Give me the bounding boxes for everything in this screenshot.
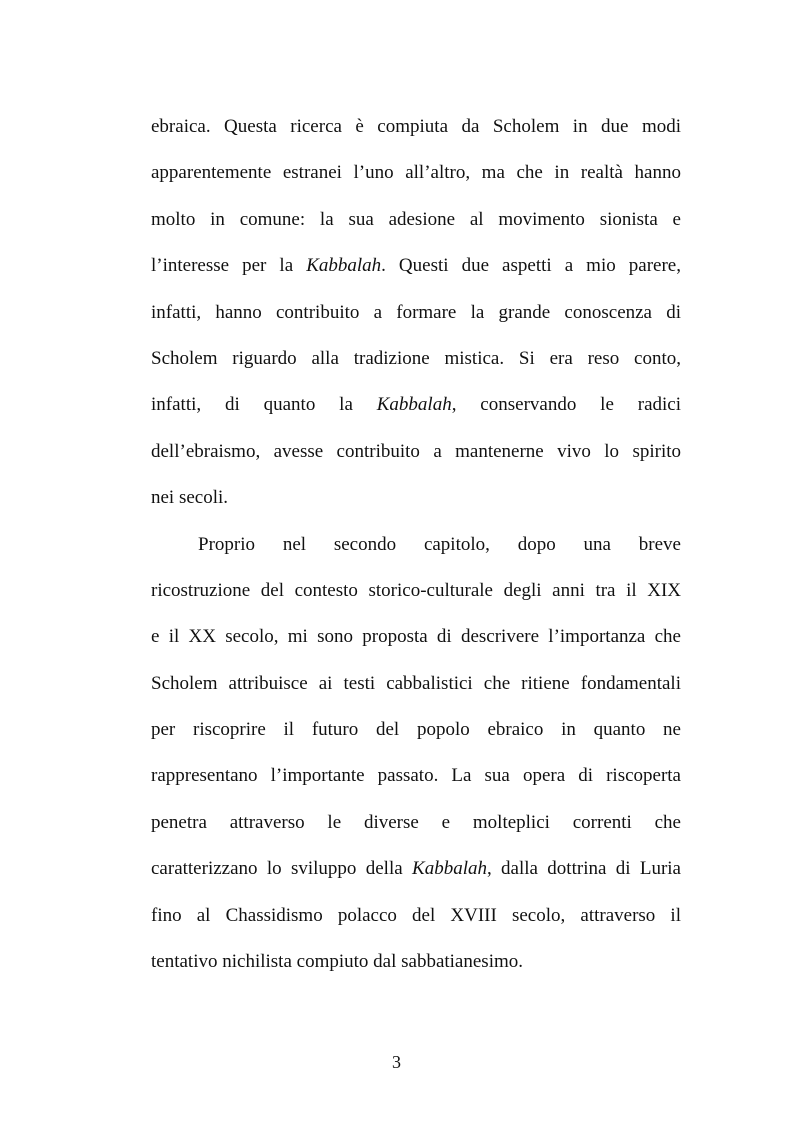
text-line	[151, 614, 681, 660]
text-line	[151, 150, 681, 196]
text-line	[151, 290, 681, 336]
text-line	[151, 197, 681, 243]
text-run: Scholem riguardo alla tradizione mistica. Si era reso conto,	[151, 347, 681, 369]
text-run: , dalla dottrina di Luria	[486, 858, 681, 880]
italic-term: Kabbalah	[412, 858, 487, 880]
text-line	[151, 429, 681, 475]
text-run: tentativo nichilista compiuto dal sabbatianesimo.	[151, 951, 524, 973]
text-line	[151, 522, 681, 568]
italic-term: Kabbalah	[306, 255, 382, 277]
text-run: . Questi due aspetti a mio parere,	[381, 255, 681, 277]
text-line	[151, 336, 681, 382]
text-line	[151, 800, 681, 846]
text-run: , conservando le radici	[451, 394, 682, 416]
text-run: caratterizzano lo sviluppo della	[151, 858, 413, 880]
page-number: 3	[392, 1052, 401, 1072]
text-run: infatti, hanno contribuito a formare la grande conoscenza di	[151, 301, 681, 323]
text-run: Scholem attribuisce ai testi cabbalistici che ritiene fondamentali	[151, 672, 681, 694]
text-run: ricostruzione del contesto storico-culturale degli anni tra il XIX	[151, 579, 681, 601]
paragraph	[151, 522, 681, 986]
text-run: l’interesse per la	[151, 255, 307, 277]
text-run: infatti, di quanto la	[151, 394, 377, 416]
text-line	[151, 243, 681, 289]
text-run: nei secoli.	[151, 487, 229, 509]
text-line	[151, 568, 681, 614]
text-run: dell’ebraismo, avesse contribuito a mantenerne vivo lo spirito	[151, 440, 681, 462]
text-line	[151, 707, 681, 753]
text-run: rappresentano l’importante passato. La sua opera di riscoperta	[151, 765, 681, 787]
text-run: apparentemente estranei l’uno all’altro, ma che in realtà hanno	[151, 162, 681, 184]
text-run: per riscoprire il futuro del popolo ebraico in quanto ne	[151, 719, 681, 741]
paragraph	[151, 104, 681, 522]
text-line	[151, 382, 681, 428]
text-run: Proprio nel secondo capitolo, dopo una breve	[198, 533, 681, 555]
text-line	[151, 661, 681, 707]
italic-term: Kabbalah	[376, 394, 452, 416]
text-run: ebraica. Questa ricerca è compiuta da Scholem in due modi	[151, 116, 681, 137]
text-run: e il XX secolo, mi sono proposta di descrivere l’importanza che	[151, 626, 681, 648]
text-run: fino al Chassidismo polacco del XVIII secolo, attraverso il	[151, 904, 681, 926]
text-line	[151, 104, 681, 150]
text-run: molto in comune: la sua adesione al movimento sionista e	[151, 208, 681, 230]
text-run: penetra attraverso le diverse e molteplici correnti che	[151, 811, 681, 833]
text-line	[151, 846, 681, 892]
text-line	[151, 753, 681, 799]
page-body	[151, 104, 681, 985]
text-line	[151, 475, 681, 521]
text-line	[151, 939, 681, 985]
text-line	[151, 893, 681, 939]
